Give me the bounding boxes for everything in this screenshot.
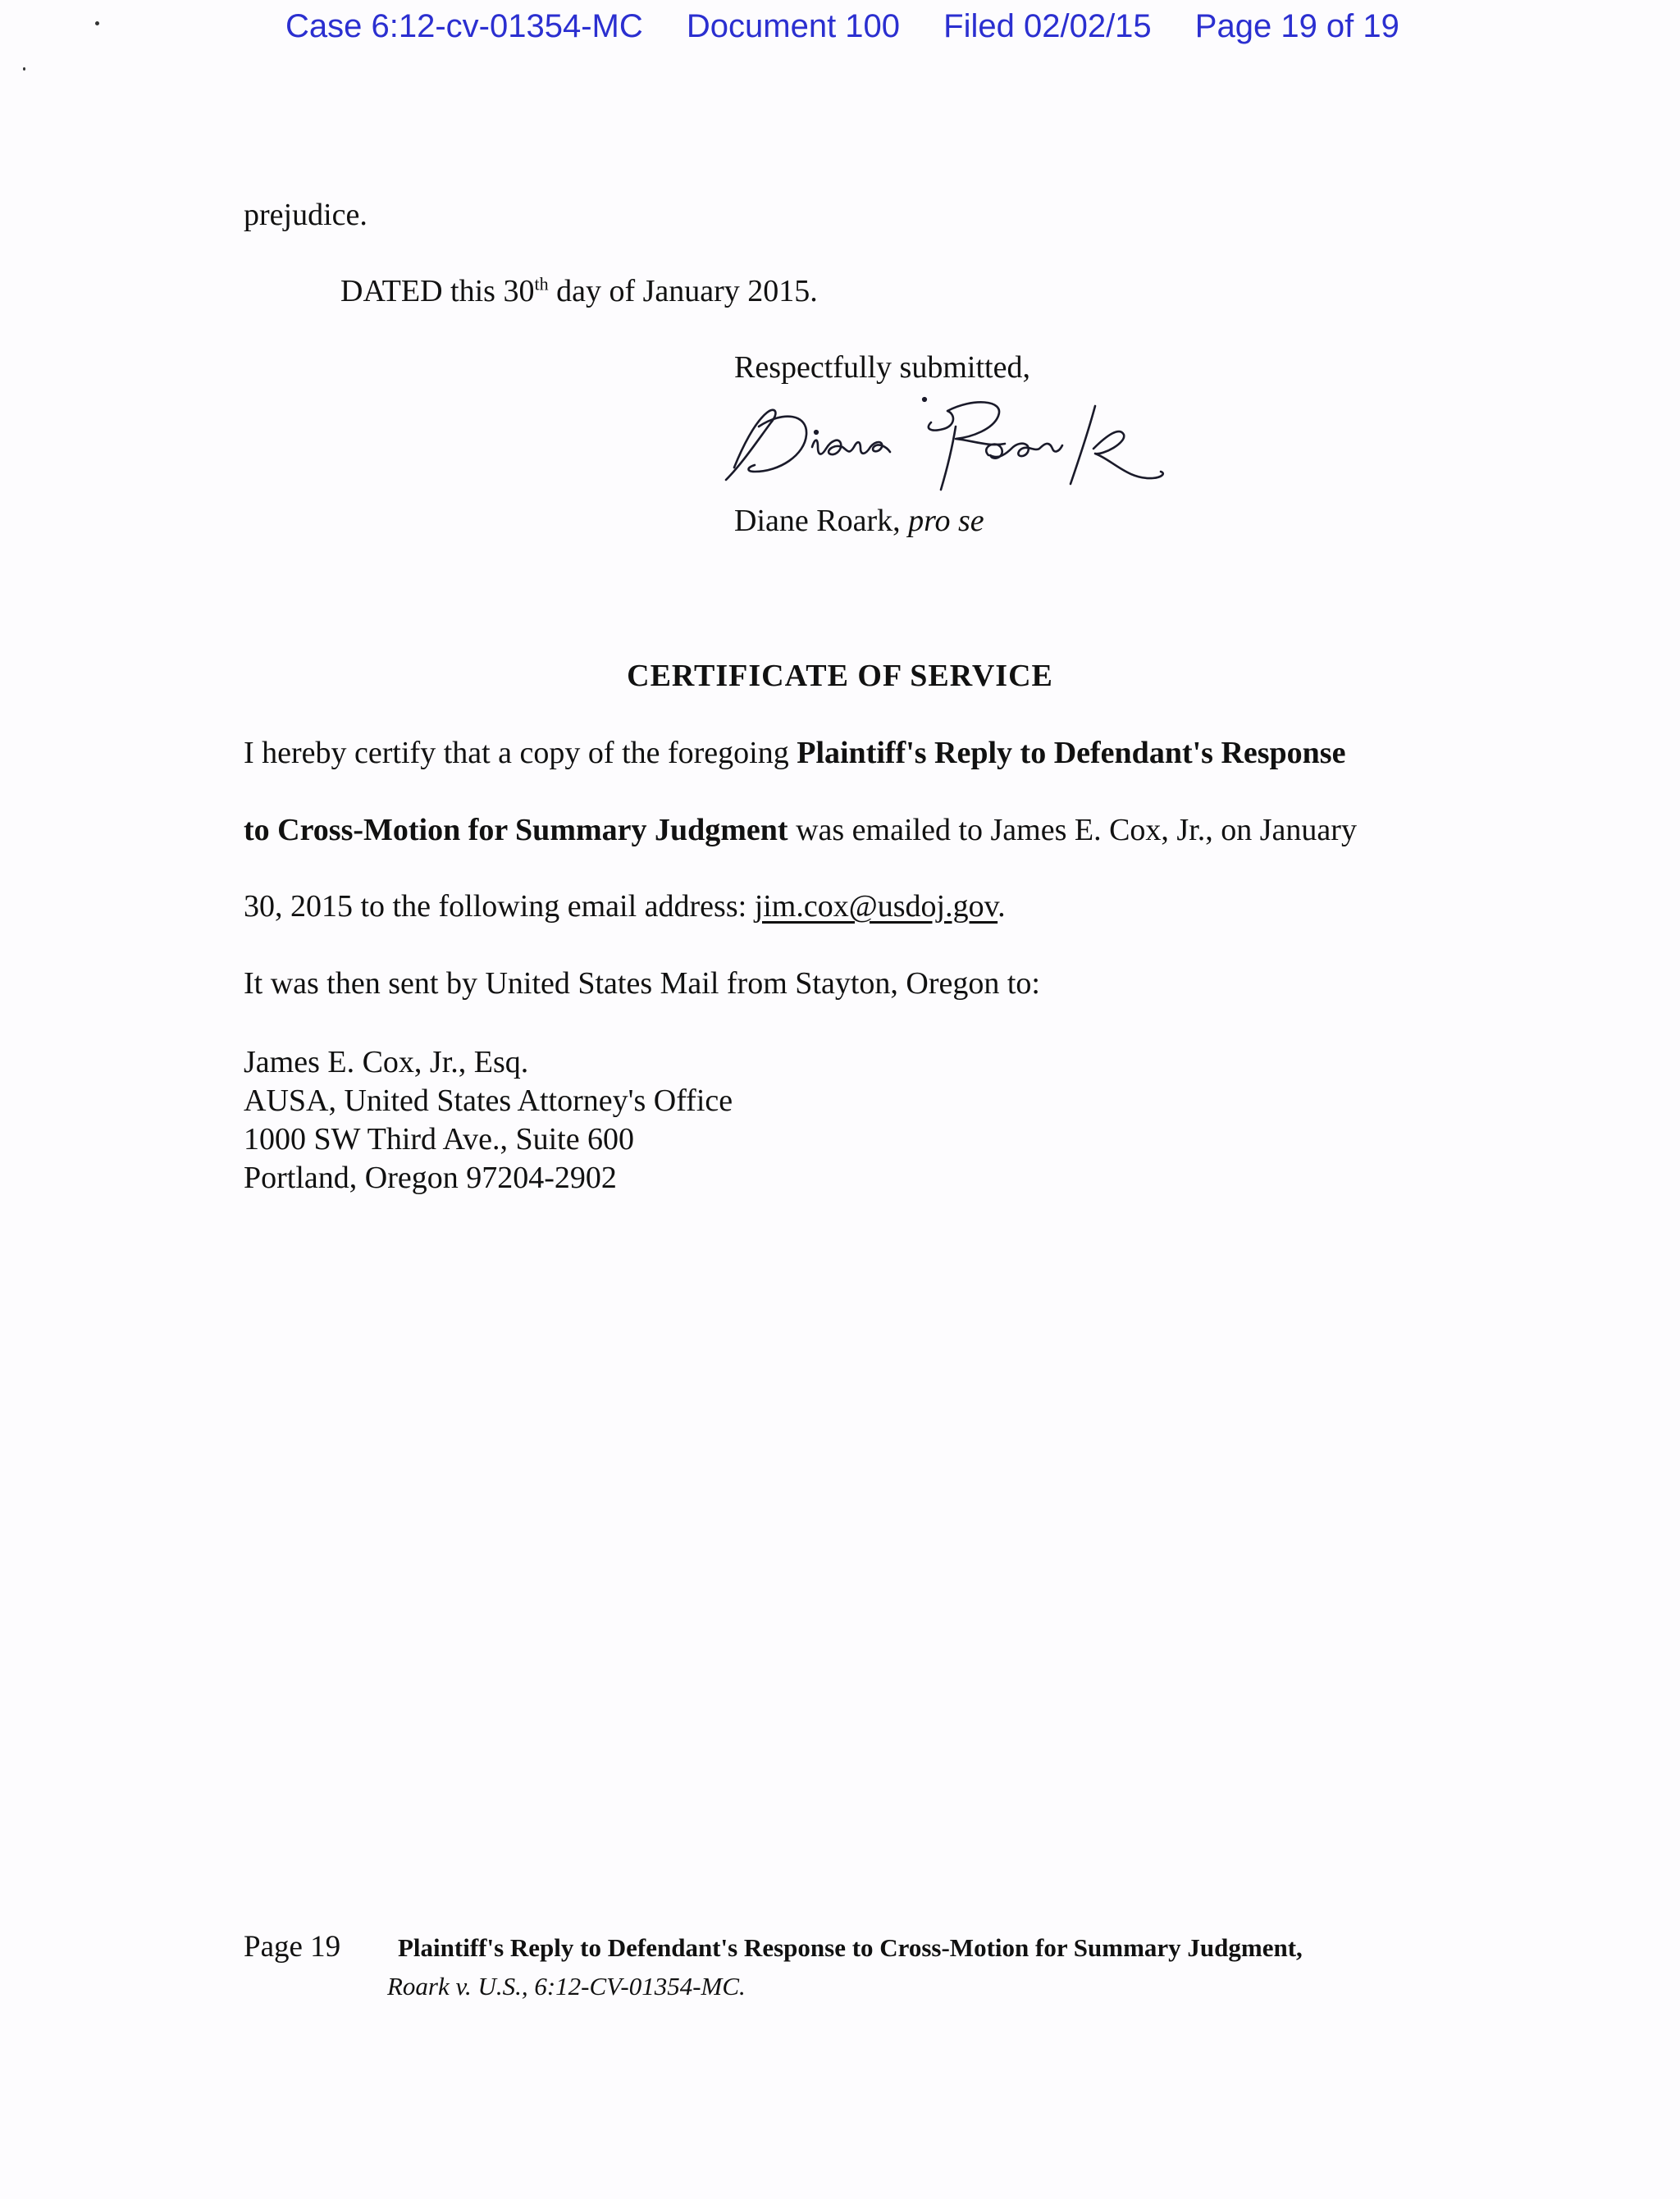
dated-suffix: day of January 2015. bbox=[548, 274, 818, 308]
certificate-text: I hereby certify that a copy of the foregoing bbox=[244, 736, 797, 770]
dated-prefix: DATED this 30 bbox=[340, 274, 535, 308]
dated-line bbox=[340, 273, 818, 311]
scan-speck bbox=[95, 21, 99, 25]
footer-case-caption: Roark v. U.S., 6:12-CV-01354-MC. bbox=[387, 1972, 746, 2001]
prejudice-line: prejudice. bbox=[244, 198, 368, 232]
certificate-line-1 bbox=[244, 735, 1345, 773]
case-number: Case 6:12-cv-01354-MC bbox=[285, 8, 643, 44]
document-title-bold: to Cross-Motion for Summary Judgment bbox=[244, 813, 788, 847]
signer-line bbox=[734, 503, 984, 541]
certificate-title: CERTIFICATE OF SERVICE bbox=[627, 659, 1053, 693]
certificate-text: 30, 2015 to the following email address: bbox=[244, 889, 755, 924]
certificate-line-2 bbox=[244, 812, 1357, 850]
mailing-address bbox=[244, 1043, 733, 1198]
filed-date: Filed 02/02/15 bbox=[943, 8, 1152, 44]
address-line: Portland, Oregon 97204-2902 bbox=[244, 1161, 617, 1195]
dated-ordinal: th bbox=[534, 273, 549, 294]
certificate-period: . bbox=[998, 889, 1006, 924]
certificate-line-3 bbox=[244, 888, 1006, 926]
document-title-bold: Plaintiff's Reply to Defendant's Response bbox=[797, 736, 1346, 770]
document-number: Document 100 bbox=[686, 8, 901, 44]
footer-page-number: Page 19 bbox=[244, 1930, 341, 1964]
signer-role: pro se bbox=[908, 504, 984, 538]
closing-line: Respectfully submitted, bbox=[734, 350, 1030, 385]
email-link[interactable]: jim.cox@usdoj.gov bbox=[754, 889, 998, 924]
ecf-header-stamp bbox=[285, 8, 1399, 45]
address-line: James E. Cox, Jr., Esq. bbox=[244, 1045, 529, 1079]
signer-name: Diane Roark, bbox=[734, 504, 909, 538]
certificate-line-4: It was then sent by United States Mail from Stayton, Oregon to: bbox=[244, 966, 1040, 1001]
footer-document-title: Plaintiff's Reply to Defendant's Response to Cross-Motion for Summary Judgment, bbox=[398, 1933, 1303, 1962]
page-count: Page 19 of 19 bbox=[1194, 8, 1399, 44]
certificate-text: was emailed to James E. Cox, Jr., on January bbox=[788, 813, 1357, 847]
address-line: AUSA, United States Attorney's Office bbox=[244, 1084, 733, 1118]
address-line: 1000 SW Third Ave., Suite 600 bbox=[244, 1122, 635, 1157]
scan-speck bbox=[23, 67, 25, 71]
handwritten-signature bbox=[710, 390, 1169, 500]
